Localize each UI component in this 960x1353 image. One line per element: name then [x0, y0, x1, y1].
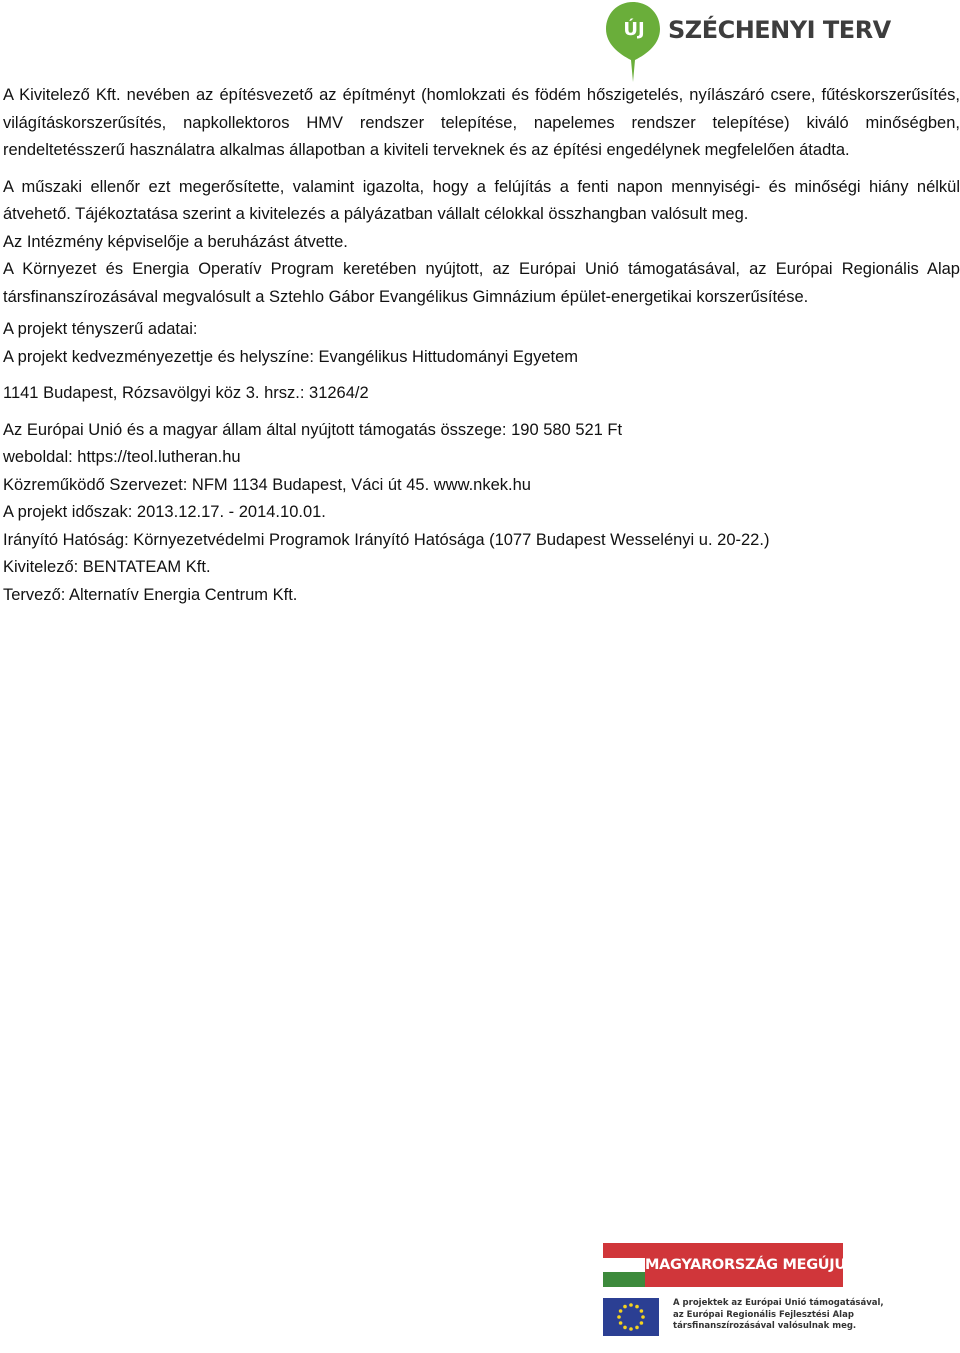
- eu-funding-notice: [673, 1298, 884, 1333]
- facts-heading: A projekt tényszerű adatai:: [3, 320, 198, 338]
- address-line: 1141 Budapest, Rózsavölgyi köz 3. hrsz.: 31264/2: [3, 384, 369, 402]
- contractor-line: Kivitelező: BENTATEAM Kft.: [3, 558, 211, 576]
- eu-notice-line-3: társfinanszírozásával valósulnak meg.: [673, 1321, 857, 1331]
- institution-paragraph: Az Intézmény képviselője a beruházást átvette.: [3, 232, 348, 251]
- footer-badge: [603, 1243, 884, 1338]
- eu-notice-line-1: A projektek az Európai Unió támogatásával,: [673, 1298, 884, 1308]
- program-paragraph: A Környezet és Energia Operatív Program keretében nyújtott, az Európai Unió támogatásával, az Európai Regionális Alap társfinanszírozásával megvalósult a Sztehlo Gábor Evangélikus Gimnázium épület-energetikai korszerűsítése.: [3, 260, 960, 306]
- magyarorszag-megujul-banner: MAGYARORSZÁG MEGÚJUL: [645, 1243, 843, 1287]
- logo-text: SZÉCHENYI TERV: [668, 16, 891, 44]
- inspector-paragraph: A műszaki ellenőr ezt megerősítette, valamint igazolta, hogy a felújítás a fenti napon mennyiségi- és minőségi hiány nélkül átvehető. Tájékoztatása szerint a kivitelezés a pályázatban vállalt célokkal összhangban valósult meg.: [3, 177, 960, 223]
- handover-paragraph: A Kivitelező Kft. nevében az építésvezető az építményt (homlokzati és födém hőszigetelés, nyílászáró csere, fűtéskorszerűsítés, világításkorszerűsítés, napkollektoros HMV rendszer telepítése, napelemes rendszer telepítése) kiváló minőségben, rendeltetésszerű használatra alkalmas állapotban a kiviteli terveknek és az építési engedélynek megfelelően átadta.: [3, 86, 960, 159]
- website-line: weboldal: https://teol.lutheran.hu: [3, 448, 241, 466]
- hungarian-flag-icon: [603, 1243, 645, 1287]
- period-line: A projekt időszak: 2013.12.17. - 2014.10.01.: [3, 503, 326, 521]
- beneficiary-line: A projekt kedvezményezettje és helyszíne: Evangélikus Hittudományi Egyetem: [3, 347, 579, 366]
- eu-flag-icon: [603, 1298, 659, 1336]
- logo-badge-text: ÚJ: [623, 19, 645, 40]
- location-pin-icon: [604, 0, 662, 84]
- intermediary-line: Közreműködő Szervezet: NFM 1134 Budapest, Váci út 45. www.nkek.hu: [3, 475, 531, 494]
- designer-line: Tervező: Alternatív Energia Centrum Kft.: [3, 585, 298, 604]
- document-body: [3, 82, 960, 609]
- eu-notice-line-2: az Európai Regionális Fejlesztési Alap: [673, 1309, 854, 1320]
- szechenyi-terv-logo: [600, 0, 891, 84]
- managing-authority-line: Irányító Hatóság: Környezetvédelmi Programok Irányító Hatósága (1077 Budapest Wesselényi u. 20-22.): [3, 530, 770, 549]
- funding-line: Az Európai Unió és a magyar állam által nyújtott támogatás összege: 190 580 521 Ft: [3, 420, 623, 439]
